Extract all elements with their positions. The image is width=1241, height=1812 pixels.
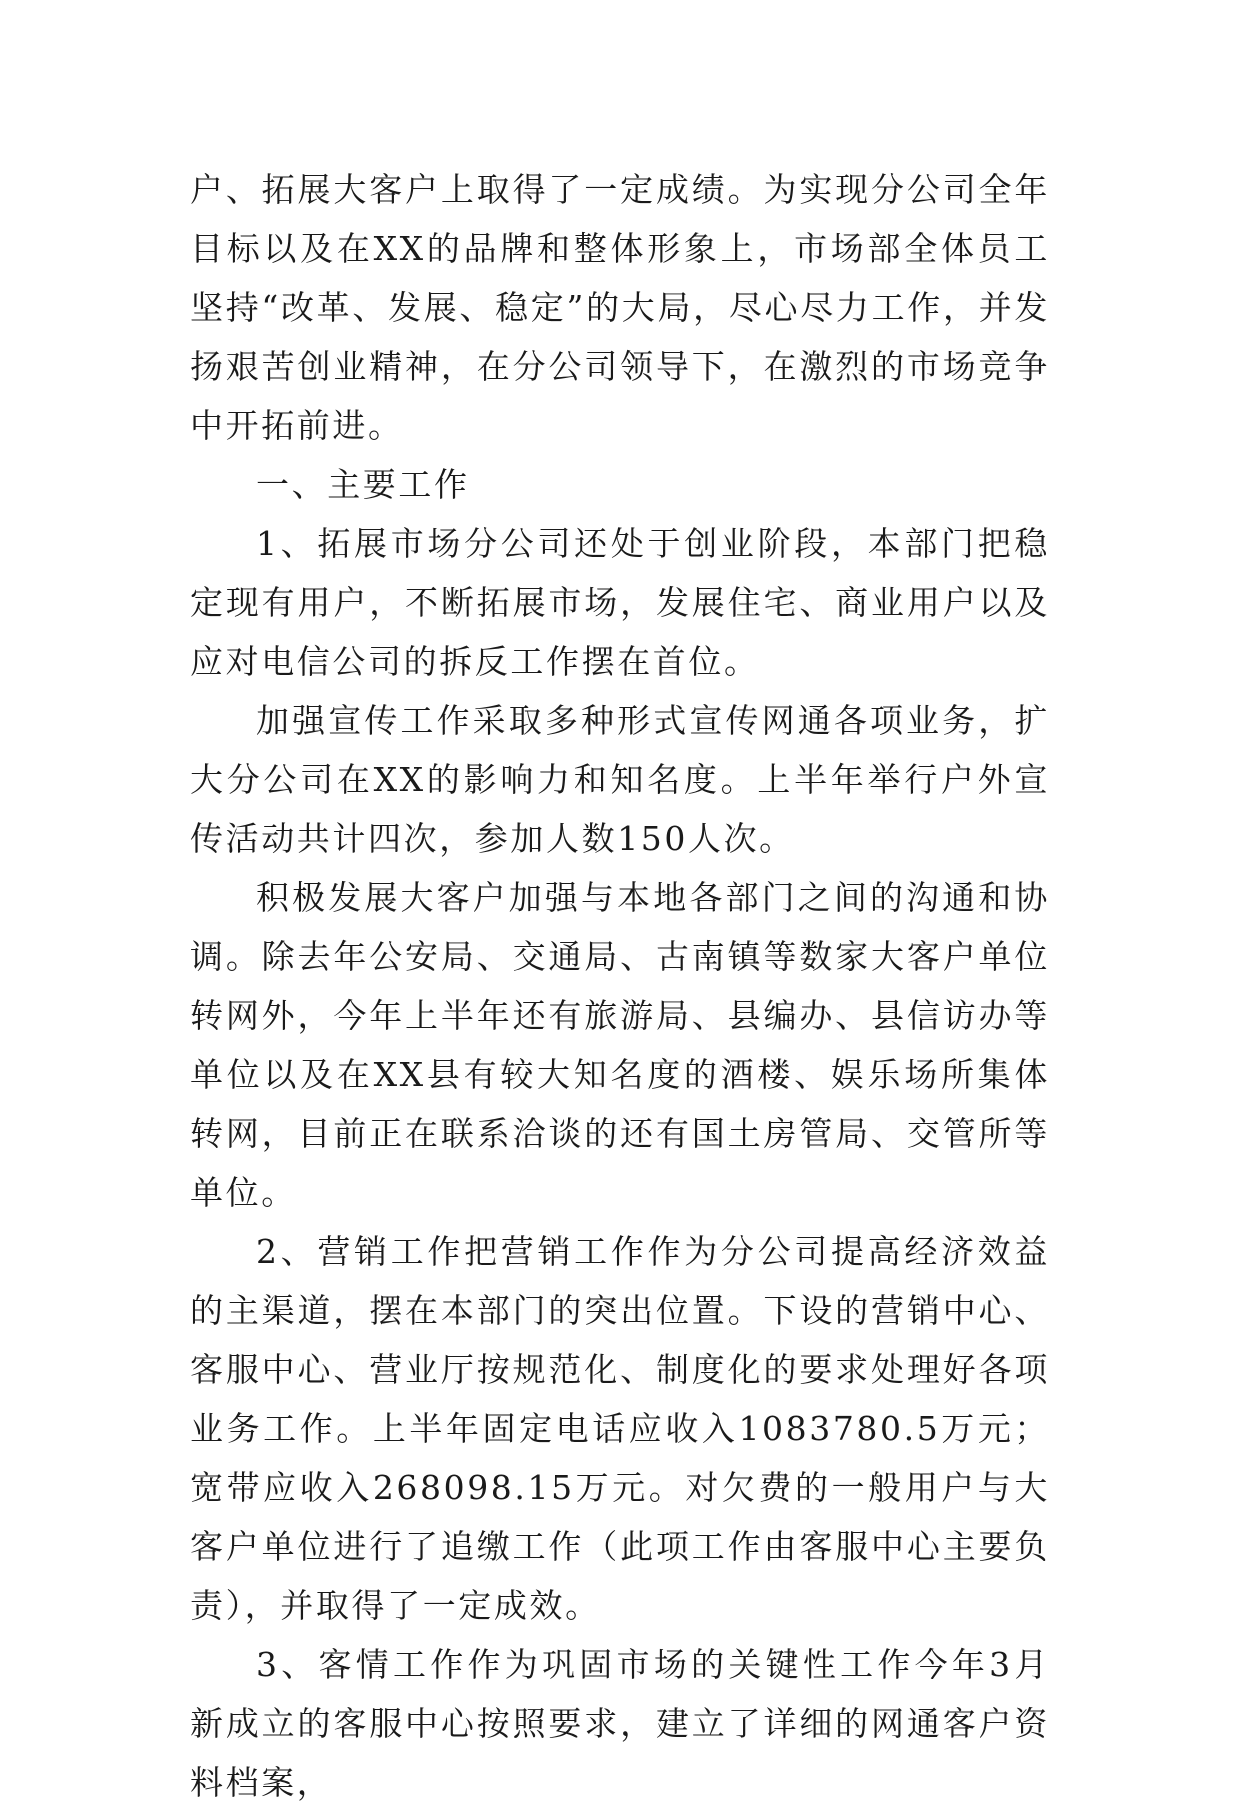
section-heading-main-work: 一、主要工作	[256, 465, 470, 504]
paragraph-market-expansion: 1、拓展市场分公司还处于创业阶段，本部门把稳定现有用户，不断拓展市场，发展住宅、商业用户以及应对电信公司的拆反工作摆在首位。	[190, 524, 1050, 681]
paragraph-publicity: 加强宣传工作采取多种形式宣传网通各项业务，扩大分公司在XX的影响力和知名度。上半年举行户外宣传活动共计四次，参加人数150人次。	[190, 701, 1050, 858]
document-body	[190, 160, 1050, 1812]
paragraph-customer-relations: 3、客情工作作为巩固市场的关键性工作今年3月新成立的客服中心按照要求，建立了详细的网通客户资料档案，	[190, 1645, 1050, 1802]
paragraph-key-clients: 积极发展大客户加强与本地各部门之间的沟通和协调。除去年公安局、交通局、古南镇等数家大客户单位转网外，今年上半年还有旅游局、县编办、县信访办等单位以及在XX县有较大知名度的酒楼、娱乐场所集体转网，目前正在联系洽谈的还有国土房管局、交管所等单位。	[190, 878, 1050, 1212]
paragraph-continuation: 户、拓展大客户上取得了一定成绩。为实现分公司全年目标以及在XX的品牌和整体形象上，市场部全体员工坚持“改革、发展、稳定”的大局，尽心尽力工作，并发扬艰苦创业精神，在分公司领导下，在激烈的市场竞争中开拓前进。	[190, 170, 1050, 445]
paragraph-marketing: 2、营销工作把营销工作作为分公司提高经济效益的主渠道，摆在本部门的突出位置。下设的营销中心、客服中心、营业厅按规范化、制度化的要求处理好各项业务工作。上半年固定电话应收入1083780.5万元；宽带应收入268098.15万元。对欠费的一般用户与大客户单位进行了追缴工作（此项工作由客服中心主要负责），并取得了一定成效。	[190, 1232, 1050, 1625]
